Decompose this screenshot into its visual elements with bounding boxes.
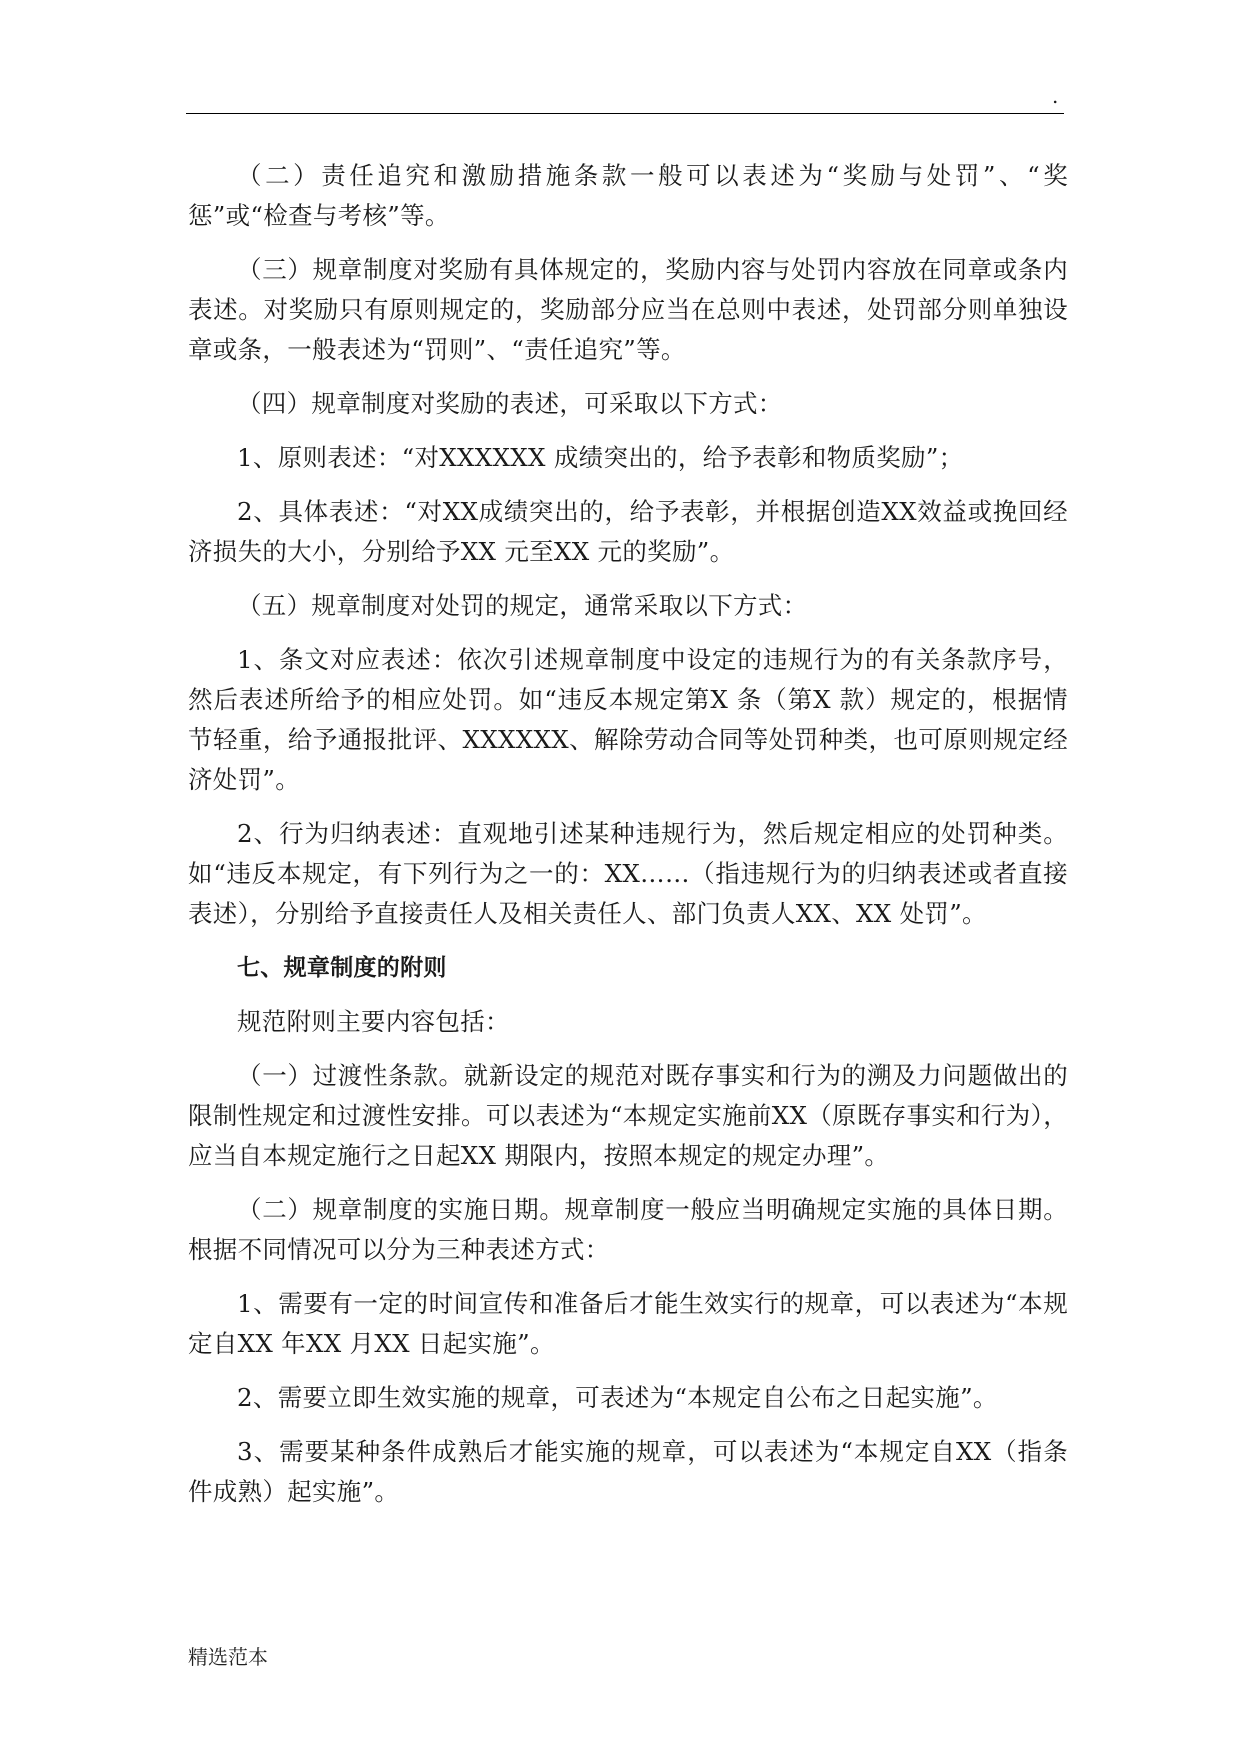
paragraph: （四）规章制度对奖励的表述，可采取以下方式： xyxy=(237,389,783,418)
list-item: 1、需要有一定的时间宣传和准备后才能生效实行的规章，可以表述为“本规定自XX 年XX 月XX 日起实施”。 xyxy=(188,1289,1068,1358)
header-mark: . xyxy=(1052,84,1059,108)
list-item: 1、条文对应表述：依次引述规章制度中设定的违规行为的有关条款序号，然后表述所给予的相应处罚。如“违反本规定第X 条（第X 款）规定的，根据情节轻重，给予通报批评、XXXXXX、解除劳动合同等处罚种类，也可原则规定经济处罚”。 xyxy=(188,645,1068,794)
paragraph: （二）责任追究和激励措施条款一般可以表述为“奖励与处罚”、“奖惩”或“检查与考核”等。 xyxy=(188,161,1068,230)
list-item: 2、需要立即生效实施的规章，可表述为“本规定自公布之日起实施”。 xyxy=(237,1383,998,1412)
paragraph: （一）过渡性条款。就新设定的规范对既存事实和行为的溯及力问题做出的限制性规定和过渡性安排。可以表述为“本规定实施前XX（原既存事实和行为），应当自本规定施行之日起XX 期限内，按照本规定的规定办理”。 xyxy=(188,1061,1068,1170)
document-body xyxy=(188,156,1068,1526)
paragraph: （二）规章制度的实施日期。规章制度一般应当明确规定实施的具体日期。根据不同情况可以分为三种表述方式： xyxy=(188,1195,1068,1264)
list-item: 3、需要某种条件成熟后才能实施的规章，可以表述为“本规定自XX（指条件成熟）起实施”。 xyxy=(188,1437,1068,1506)
list-item: 2、行为归纳表述：直观地引述某种违规行为，然后规定相应的处罚种类。如“违反本规定，有下列行为之一的：XX……（指违规行为的归纳表述或者直接表述），分别给予直接责任人及相关责任人、部门负责人XX、XX 处罚”。 xyxy=(188,819,1068,928)
paragraph: （三）规章制度对奖励有具体规定的，奖励内容与处罚内容放在同章或条内表述。对奖励只有原则规定的，奖励部分应当在总则中表述，处罚部分则单独设章或条，一般表述为“罚则”、“责任追究”等。 xyxy=(188,255,1068,364)
paragraph: 规范附则主要内容包括： xyxy=(237,1007,510,1036)
list-item: 1、原则表述：“对XXXXXX 成绩突出的，给予表彰和物质奖励”； xyxy=(237,443,964,472)
footer-label: 精选范本 xyxy=(188,1645,268,1669)
header-rule xyxy=(186,113,1064,114)
list-item: 2、具体表述：“对XX成绩突出的，给予表彰，并根据创造XX效益或挽回经济损失的大小，分别给予XX 元至XX 元的奖励”。 xyxy=(188,497,1068,566)
paragraph: （五）规章制度对处罚的规定，通常采取以下方式： xyxy=(237,591,808,620)
section-heading: 七、规章制度的附则 xyxy=(237,955,447,981)
